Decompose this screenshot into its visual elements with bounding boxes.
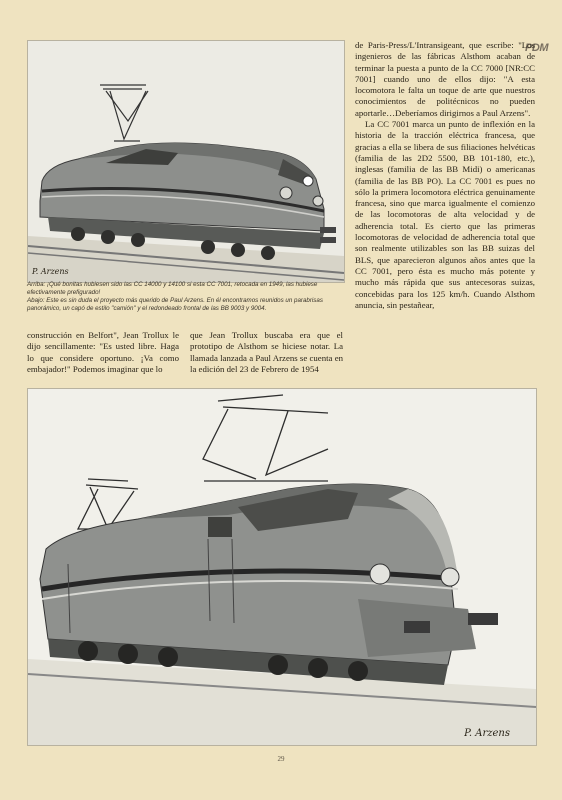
locomotive-drawing-top (28, 41, 344, 282)
text-column-right-top (355, 40, 535, 311)
locomotive-photo-bottom (27, 388, 537, 746)
artist-signature-top: P. Arzens (32, 267, 69, 276)
magazine-logo: PDM (525, 42, 548, 54)
paragraph-middle: que Jean Trollux buscaba era que el prototipo de Alsthom se hiciese notar. La llamada lanzada a Paul Arzens se cuenta en la edición del 23 de Febrero de 1954 (190, 330, 343, 374)
paragraph-1: de Paris-Press/L'Intransigeant, que escribe: "Los ingenieros de las fábricas Alsthom acaban de terminar la puesta a punto de la CC 7000 [NR:CC 7001] cuando uno de ellos dijo: "A esta locomotora le falta un toque de arte que nuestros conocimientos de politécnicos no pueden aportarle…Deberíamos dirigirnos a Paul Arzens". (355, 40, 535, 118)
page-number: 29 (277, 755, 285, 763)
caption-top: Arriba: ¡Qué bonitas hubiesen sido las CC 14000 y 14100 si esta CC 7001, retocada en 1949, las hubiese efectivamente prefigurado! (27, 281, 318, 296)
caption-bottom: Abajo: Este es sin duda el proyecto más querido de Paul Arzens. En él encontramos reunidos un parabrisas panorámico, un capó de estilo "camión" y el redondeado frontal de las BB 9003 y 9004. (27, 297, 323, 312)
paragraph-2: La CC 7001 marca un punto de inflexión en la historia de la tracción eléctrica francesa, que gracias a ella se libera de sus filiaciones helvéticas (familia de las 2D2 5500, BB 101-180, etc.), inglesas (familia de las BB Midi) o americanas (familia de las BB PO). La CC 7001 es pues no sólo la primera locomotora eléctrica genuinamente francesa, sino que marca igualmente el comienzo de las locomotoras de alta velocidad y de adherencia total. Es cierto que las primeras locomotoras de velocidad de adherencia total que son realmente utilizables son las BB suizas del BLS, que aparecieron algunos años antes que la CC 7001, pero ésta es mucho más potente y mucho más rápida que sus antecesoras suizas, concebidas para los 125 km/h. Cuando Alsthom anuncia, sin pestañear, (355, 119, 535, 310)
photo-caption (27, 281, 345, 313)
locomotive-photo-top (27, 40, 345, 283)
text-column-middle (190, 330, 343, 375)
text-column-left (27, 330, 179, 375)
locomotive-drawing-bottom (28, 389, 536, 745)
paragraph-left: construcción en Belfort", Jean Trollux le dijo sencillamente: "Es usted libre. Haga lo que considere oportuno. ¡Va como embajador!" Podemos imaginar que lo (27, 330, 179, 374)
artist-signature-bottom: P. Arzens (464, 728, 510, 739)
